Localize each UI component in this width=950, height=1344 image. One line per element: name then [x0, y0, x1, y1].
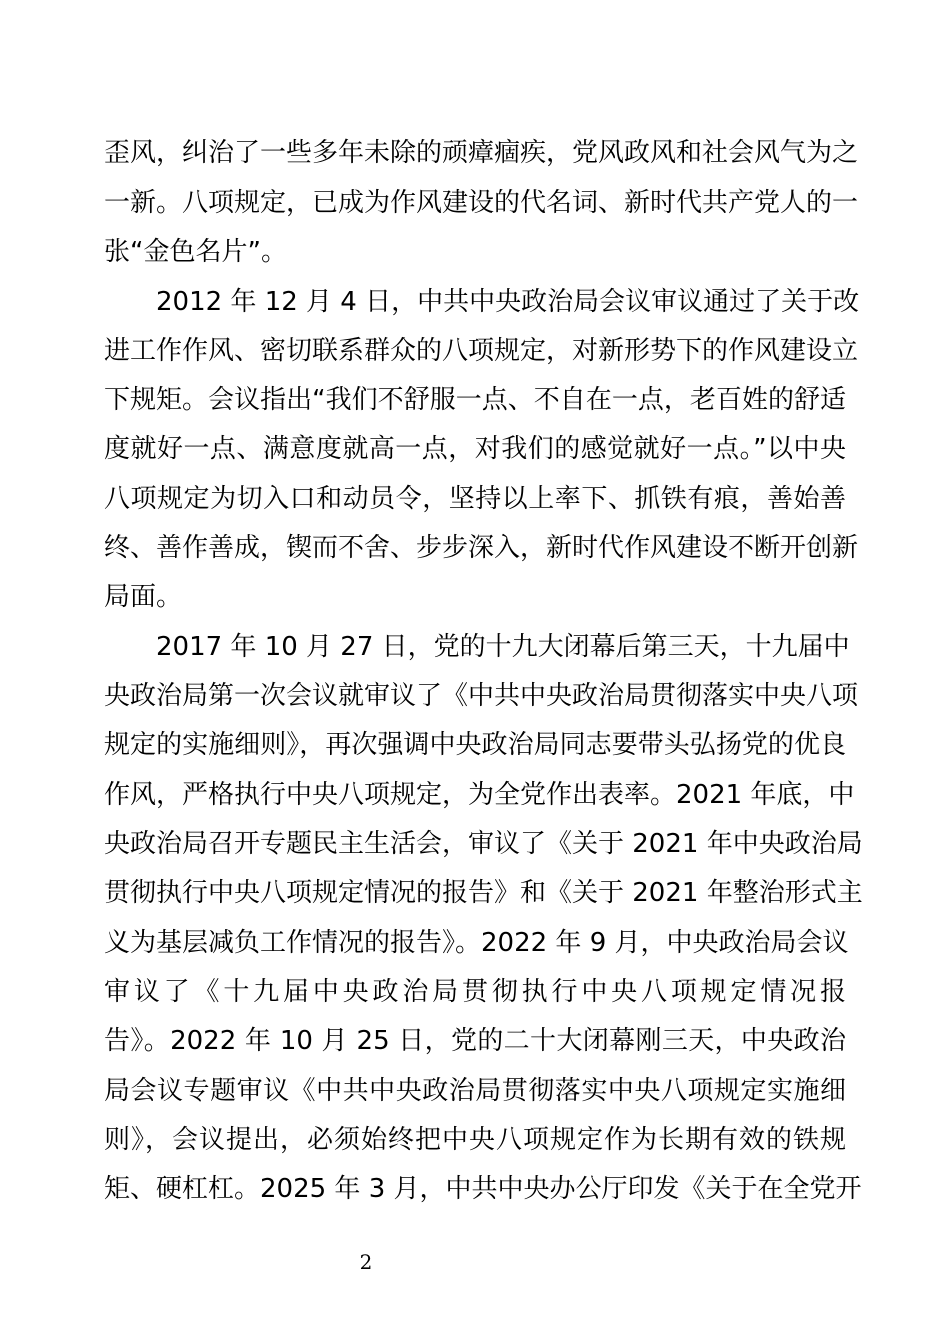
text-line: 央政治局第一次会议就审议了《中共中央政治局贯彻落实中央八项: [104, 681, 859, 711]
text-line: 规定的实施细则》，再次强调中央政治局同志要带头弘扬党的优良: [104, 730, 846, 760]
text-line: 告》。2022 年 10 月 25 日，党的二十大闭幕刚三天，中央政治: [104, 1026, 846, 1056]
text-line: 义为基层减负工作情况的报告》。2022 年 9 月，中央政治局会议: [104, 928, 849, 958]
text-line: 贯彻执行中央八项规定情况的报告》和《关于 2021 年整治形式主: [104, 878, 863, 908]
text-line: 局面。: [104, 582, 183, 612]
text-line: 下规矩。会议指出“我们不舒服一点、不自在一点，老百姓的舒适: [104, 385, 846, 415]
text-line: 张“金色名片”。: [104, 237, 287, 267]
text-line: 矩、硬杠杠。2025 年 3 月，中共中央办公厅印发《关于在全党开: [104, 1174, 862, 1204]
text-line: 央政治局召开专题民主生活会，审议了《关于 2021 年中央政治局: [104, 829, 863, 859]
text-line: 度就好一点、满意度就高一点，对我们的感觉就好一点。”以中央: [104, 434, 846, 464]
text-line: 一新。八项规定，已成为作风建设的代名词、新时代共产党人的一: [104, 188, 859, 218]
text-line: 进工作作风、密切联系群众的八项规定，对新形势下的作风建设立: [104, 336, 859, 366]
text-line: 作风，严格执行中央八项规定，为全党作出表率。2021 年底，中: [104, 780, 855, 810]
text-line: 局会议专题审议《中共中央政治局贯彻落实中央八项规定实施细: [104, 1076, 846, 1106]
text-line: 审议了《十九届中央政治局贯彻执行中央八项规定情况报: [104, 977, 846, 1007]
text-line: 终、善作善成，锲而不舍、步步深入，新时代作风建设不断开创新: [104, 533, 859, 563]
text-line: 则》，会议提出，必须始终把中央八项规定作为长期有效的铁规: [104, 1125, 846, 1155]
text-line: 八项规定为切入口和动员令，坚持以上率下、抓铁有痕，善始善: [104, 484, 846, 514]
paragraph-first-line: 2017 年 10 月 27 日，党的十九大闭幕后第三天，十九届中: [156, 632, 850, 662]
page-number: 2: [359, 1250, 373, 1274]
paragraph-first-line: 2012 年 12 月 4 日，中共中央政治局会议审议通过了关于改: [156, 287, 860, 317]
text-line: 歪风，纠治了一些多年未除的顽瘴痼疾，党风政风和社会风气为之: [104, 138, 859, 168]
